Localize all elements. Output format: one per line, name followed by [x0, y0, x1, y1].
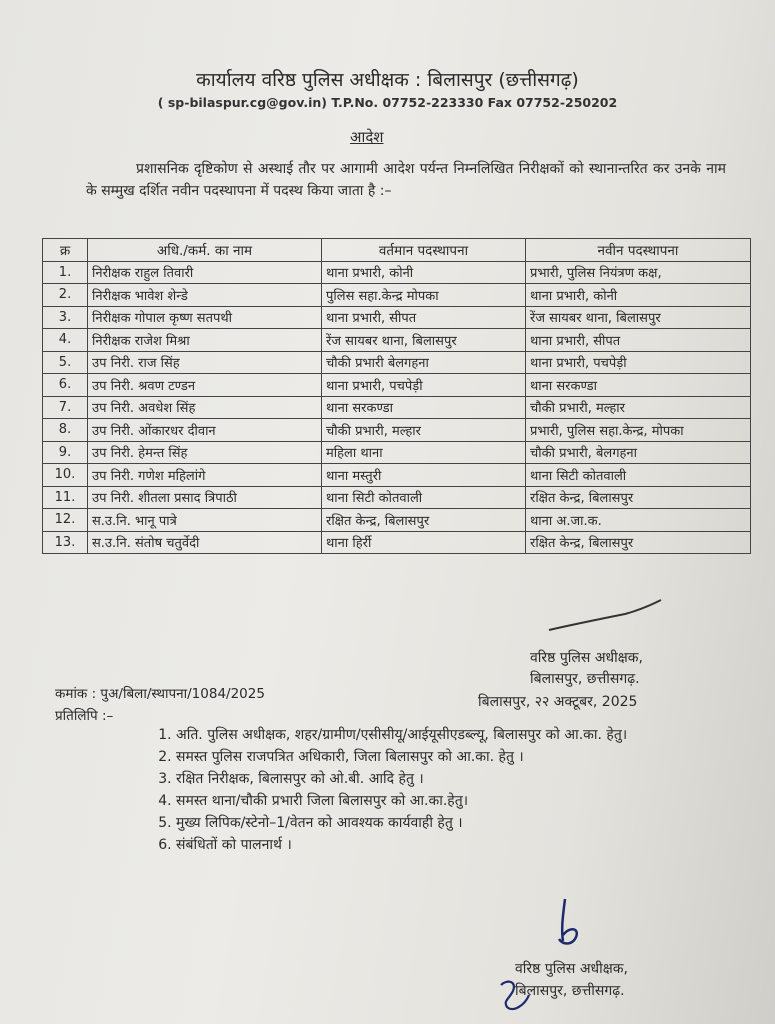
- table-row: [43, 284, 751, 307]
- signature-mark-top: [545, 596, 665, 636]
- signatory-block-top: [530, 648, 643, 690]
- list-item: 6. संबंधितों को पालनार्थ ।: [176, 834, 736, 856]
- table-row: [43, 374, 751, 397]
- signatory-block-bottom: [515, 958, 628, 1002]
- table-row: [43, 464, 751, 487]
- name-cell: उप निरी. अवधेश सिंह: [88, 396, 322, 419]
- new-posting-cell: थाना प्रभारी, कोनी: [526, 284, 751, 307]
- current-posting-cell: थाना हिर्री: [322, 531, 526, 554]
- new-posting-cell: चौकी प्रभारी, मल्हार: [526, 396, 751, 419]
- place-and-date: बिलासपुर, २२ अक्टूबर, 2025: [478, 694, 638, 710]
- office-heading: कार्यालय वरिष्ठ पुलिस अधीक्षक : बिलासपुर (छत्तीसगढ़): [196, 69, 579, 91]
- reference-number: कमांक : पुअ/बिला/स्थापना/1084/2025: [55, 686, 265, 702]
- new-posting-cell: थाना अ.जा.क.: [526, 509, 751, 532]
- table-row: [43, 329, 751, 352]
- name-cell: उप निरी. शीतला प्रसाद त्रिपाठी: [88, 486, 322, 509]
- table-row: [43, 419, 751, 442]
- current-posting-cell: रेंज सायबर थाना, बिलासपुर: [322, 329, 526, 352]
- header-new-posting: नवीन पदस्थापना: [526, 239, 751, 262]
- current-posting-cell: थाना प्रभारी, पचपेड़ी: [322, 374, 526, 397]
- name-cell: निरीक्षक राजेश मिश्रा: [88, 329, 322, 352]
- signatory-designation: वरिष्ठ पुलिस अधीक्षक,: [515, 961, 628, 977]
- table-row: [43, 531, 751, 554]
- serial-cell: 9.: [43, 441, 88, 464]
- copy-to-label: प्रतिलिपि :–: [55, 708, 114, 724]
- table-row: [43, 306, 751, 329]
- current-posting-cell: थाना सिटी कोतवाली: [322, 486, 526, 509]
- name-cell: स.उ.नि. भानू पात्रे: [88, 509, 322, 532]
- name-cell: निरीक्षक राहुल तिवारी: [88, 261, 322, 284]
- signatory-location: बिलासपुर, छत्तीसगढ़.: [515, 983, 625, 999]
- serial-cell: 7.: [43, 396, 88, 419]
- new-posting-cell: रक्षित केन्द्र, बिलासपुर: [526, 486, 751, 509]
- name-cell: उप निरी. ओंकारधर दीवान: [88, 419, 322, 442]
- table-row: [43, 261, 751, 284]
- serial-cell: 3.: [43, 306, 88, 329]
- serial-cell: 4.: [43, 329, 88, 352]
- header-current-posting: वर्तमान पदस्थापना: [322, 239, 526, 262]
- list-item: 5. मुख्य लिपिक/स्टेनो–1/वेतन को आवश्यक कार्यवाही हेतु ।: [176, 812, 736, 834]
- serial-cell: 8.: [43, 419, 88, 442]
- table-row: [43, 396, 751, 419]
- serial-cell: 5.: [43, 351, 88, 374]
- table-row: [43, 509, 751, 532]
- current-posting-cell: चौकी प्रभारी बेलगहना: [322, 351, 526, 374]
- signatory-designation: वरिष्ठ पुलिस अधीक्षक,: [530, 650, 643, 666]
- serial-cell: 10.: [43, 464, 88, 487]
- name-cell: स.उ.नि. संतोष चतुर्वेदी: [88, 531, 322, 554]
- table-row: [43, 486, 751, 509]
- list-item: 3. रक्षित निरीक्षक, बिलासपुर को ओ.बी. आदि हेतु ।: [176, 768, 736, 790]
- list-item: 2. समस्त पुलिस राजपत्रित अधिकारी, जिला बिलासपुर को आ.का. हेतु ।: [176, 746, 736, 768]
- new-posting-cell: रेंज सायबर थाना, बिलासपुर: [526, 306, 751, 329]
- new-posting-cell: थाना प्रभारी, पचपेड़ी: [526, 351, 751, 374]
- current-posting-cell: रक्षित केन्द्र, बिलासपुर: [322, 509, 526, 532]
- new-posting-cell: रक्षित केन्द्र, बिलासपुर: [526, 531, 751, 554]
- serial-cell: 13.: [43, 531, 88, 554]
- copy-to-list: [150, 724, 736, 856]
- new-posting-cell: थाना सिटी कोतवाली: [526, 464, 751, 487]
- name-cell: निरीक्षक भावेश शेन्डे: [88, 284, 322, 307]
- current-posting-cell: थाना सरकण्डा: [322, 396, 526, 419]
- new-posting-cell: थाना प्रभारी, सीपत: [526, 329, 751, 352]
- current-posting-cell: महिला थाना: [322, 441, 526, 464]
- order-title: आदेश: [350, 128, 384, 146]
- new-posting-cell: प्रभारी, पुलिस सहा.केन्द्र, मोपका: [526, 419, 751, 442]
- new-posting-cell: थाना सरकण्डा: [526, 374, 751, 397]
- name-cell: उप निरी. श्रवण टण्डन: [88, 374, 322, 397]
- current-posting-cell: थाना मस्तुरी: [322, 464, 526, 487]
- name-cell: उप निरी. राज सिंह: [88, 351, 322, 374]
- name-cell: निरीक्षक गोपाल कृष्ण सतपथी: [88, 306, 322, 329]
- serial-cell: 12.: [43, 509, 88, 532]
- list-item: 1. अति. पुलिस अधीक्षक, शहर/ग्रामीण/एसीसीयू/आईयूसीएडब्ल्यू, बिलासपुर को आ.का. हेतु।: [176, 724, 736, 746]
- header-name: अधि./कर्म. का नाम: [88, 239, 322, 262]
- new-posting-cell: चौकी प्रभारी, बेलगहना: [526, 441, 751, 464]
- transfer-table: [42, 238, 751, 554]
- intro-paragraph: प्रशासनिक दृष्टिकोण से अस्थाई तौर पर आगामी आदेश पर्यन्त निम्नलिखित निरीक्षकों को स्थानान्तरित कर उनके नाम के सम्मुख दर्शित नवीन पदस्थापना में पदस्थ किया जाता है :–: [86, 161, 726, 199]
- current-posting-cell: थाना प्रभारी, कोनी: [322, 261, 526, 284]
- table-header-row: [43, 239, 751, 262]
- handwritten-signature: [545, 895, 595, 955]
- header-serial: क्र: [43, 239, 88, 262]
- current-posting-cell: चौकी प्रभारी, मल्हार: [322, 419, 526, 442]
- new-posting-cell: प्रभारी, पुलिस नियंत्रण कक्ष,: [526, 261, 751, 284]
- table-row: [43, 351, 751, 374]
- current-posting-cell: पुलिस सहा.केन्द्र मोपका: [322, 284, 526, 307]
- serial-cell: 6.: [43, 374, 88, 397]
- current-posting-cell: थाना प्रभारी, सीपत: [322, 306, 526, 329]
- signatory-location: बिलासपुर, छत्तीसगढ़.: [530, 671, 640, 687]
- name-cell: उप निरी. हेमन्त सिंह: [88, 441, 322, 464]
- serial-cell: 1.: [43, 261, 88, 284]
- list-item: 4. समस्त थाना/चौकी प्रभारी जिला बिलासपुर को आ.का.हेतु।: [176, 790, 736, 812]
- table-row: [43, 441, 751, 464]
- serial-cell: 11.: [43, 486, 88, 509]
- serial-cell: 2.: [43, 284, 88, 307]
- name-cell: उप निरी. गणेश महिलांगे: [88, 464, 322, 487]
- contact-line: ( sp-bilaspur.cg@gov.in) T.P.No. 07752-223330 Fax 07752-250202: [157, 95, 618, 110]
